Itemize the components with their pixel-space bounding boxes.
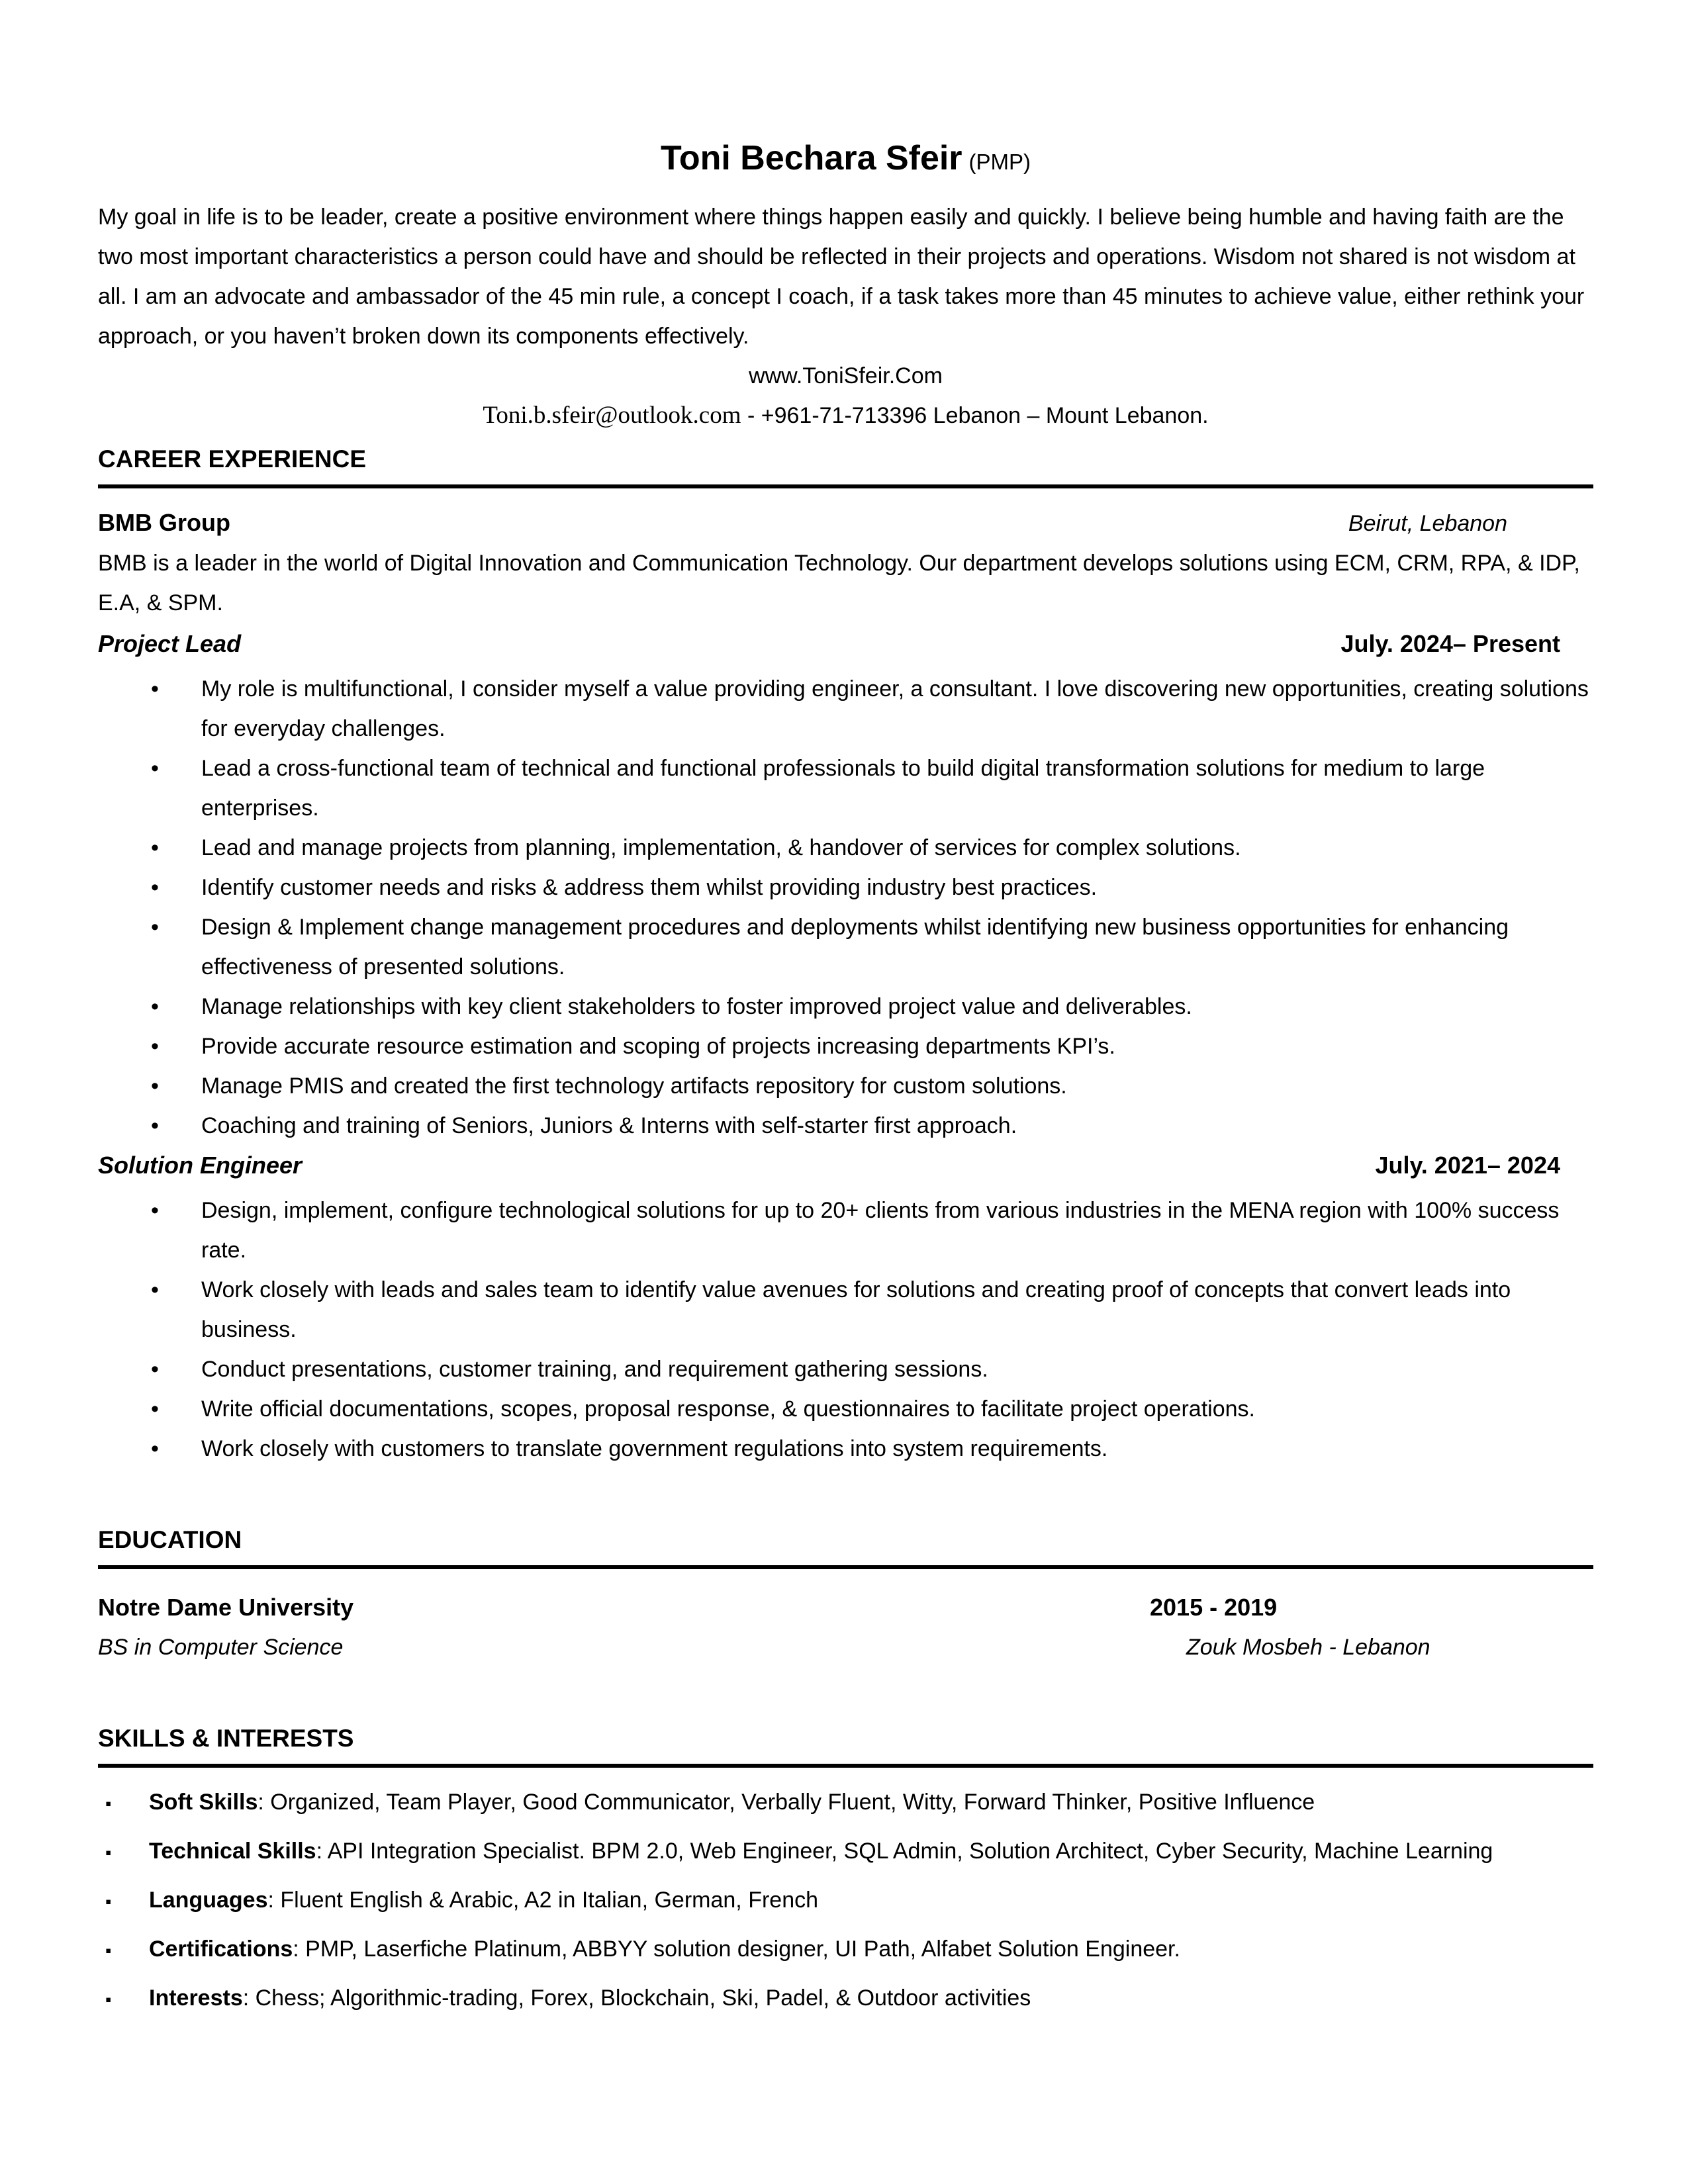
candidate-name: Toni Bechara Sfeir: [660, 139, 962, 177]
email-address: Toni.b.sfeir@outlook.com: [483, 402, 741, 429]
section-heading-career-experience: CAREER EXPERIENCE: [98, 441, 1593, 488]
skill-label: Interests: [149, 1985, 243, 2011]
education-location: Zouk Mosbeh - Lebanon: [1186, 1635, 1430, 1660]
page-title: [98, 131, 1593, 185]
section-heading-education: EDUCATION: [98, 1522, 1593, 1569]
school-name: Notre Dame University: [98, 1594, 354, 1621]
list-item: • Work closely with customers to translate government regulations into system requirements.: [201, 1429, 1593, 1469]
education-school-row: [98, 1588, 1593, 1627]
job-bullet-list: [98, 669, 1593, 1146]
company-location: Beirut, Lebanon: [1348, 511, 1507, 536]
skill-text: : Organized, Team Player, Good Communicator, Verbally Fluent, Witty, Forward Thinker, Positive Influence: [258, 1790, 1315, 1815]
job-bullet-list: [98, 1191, 1593, 1469]
skill-label: Languages: [149, 1888, 268, 1913]
list-item: [149, 1782, 1593, 1822]
list-item: • Work closely with leads and sales team to identify value avenues for solutions and creating proof of concepts that convert leads into business.: [201, 1270, 1593, 1349]
education-dates: 2015 - 2019: [1150, 1594, 1278, 1621]
list-item: • Coaching and training of Seniors, Juniors & Interns with self-starter first approach.: [201, 1106, 1593, 1146]
education-degree-row: [98, 1627, 1593, 1667]
list-item: [149, 1978, 1593, 2018]
job-title: Project Lead: [98, 630, 242, 657]
website-line: www.ToniSfeir.Com: [749, 363, 943, 388]
list-item: • Manage PMIS and created the first technology artifacts repository for custom solutions.: [201, 1066, 1593, 1106]
list-item: [149, 1880, 1593, 1920]
degree-name: BS in Computer Science: [98, 1635, 344, 1660]
list-item: • Conduct presentations, customer training, and requirement gathering sessions.: [201, 1349, 1593, 1389]
skill-label: Soft Skills: [149, 1790, 258, 1815]
job-row-project-lead: [98, 624, 1593, 664]
list-item: • Lead a cross-functional team of technical and functional professionals to build digital transformation solutions for medium to large enterprises.: [201, 749, 1593, 828]
company-description: BMB is a leader in the world of Digital Innovation and Communication Technology. Our department develops solutions using ECM, CRM, RPA, & IDP, E.A, & SPM.: [98, 551, 1580, 615]
summary-paragraph: My goal in life is to be leader, create a positive environment where things happen easily and quickly. I believe being humble and having faith are the two most important characteristics a person could have and should be reflected in their projects and operations. Wisdom not shared is not wisdom at all. I am an advocate and ambassador of the 45 min rule, a concept I coach, if a task takes more than 45 minutes to achieve value, either rethink your approach, or you haven’t broken down its components effectively.: [98, 205, 1585, 349]
skill-text: : PMP, Laserfiche Platinum, ABBYY solution designer, UI Path, Alfabet Solution Engineer.: [293, 1936, 1180, 1962]
skill-label: Technical Skills: [149, 1839, 316, 1864]
skill-text: : Chess; Algorithmic-trading, Forex, Blockchain, Ski, Padel, & Outdoor activities: [242, 1985, 1031, 2011]
list-item: • Lead and manage projects from planning, implementation, & handover of services for complex solutions.: [201, 828, 1593, 868]
skill-label: Certifications: [149, 1936, 293, 1962]
list-item: • Design & Implement change management procedures and deployments whilst identifying new business opportunities for enhancing effectiveness of presented solutions.: [201, 907, 1593, 987]
credential-badge: (PMP): [968, 150, 1031, 174]
phone-and-location: - +961-71-713396 Lebanon – Mount Lebanon.: [741, 403, 1209, 428]
list-item: [149, 1831, 1593, 1871]
company-row: [98, 503, 1593, 543]
job-title: Solution Engineer: [98, 1152, 303, 1179]
section-heading-skills-interests: SKILLS & INTERESTS: [98, 1720, 1593, 1768]
contact-line: [98, 396, 1593, 435]
job-row-solution-engineer: [98, 1146, 1593, 1185]
list-item: • My role is multifunctional, I consider myself a value providing engineer, a consultant. I love discovering new opportunities, creating solutions for everyday challenges.: [201, 669, 1593, 749]
list-item: [149, 1929, 1593, 1969]
list-item: • Identify customer needs and risks & address them whilst providing industry best practices.: [201, 868, 1593, 907]
skills-list: [98, 1782, 1593, 2018]
job-dates: July. 2021– 2024: [1375, 1152, 1560, 1179]
list-item: • Manage relationships with key client stakeholders to foster improved project value and deliverables.: [201, 987, 1593, 1026]
list-item: • Provide accurate resource estimation and scoping of projects increasing departments KPI’s.: [201, 1026, 1593, 1066]
list-item: • Design, implement, configure technological solutions for up to 20+ clients from various industries in the MENA region with 100% success rate.: [201, 1191, 1593, 1270]
skill-text: : Fluent English & Arabic, A2 in Italian, German, French: [267, 1888, 819, 1913]
skill-text: : API Integration Specialist. BPM 2.0, Web Engineer, SQL Admin, Solution Architect, Cyber Security, Machine Learning: [316, 1839, 1493, 1864]
list-item: • Write official documentations, scopes, proposal response, & questionnaires to facilitate project operations.: [201, 1389, 1593, 1429]
job-dates: July. 2024– Present: [1340, 630, 1560, 657]
company-name: BMB Group: [98, 509, 230, 536]
